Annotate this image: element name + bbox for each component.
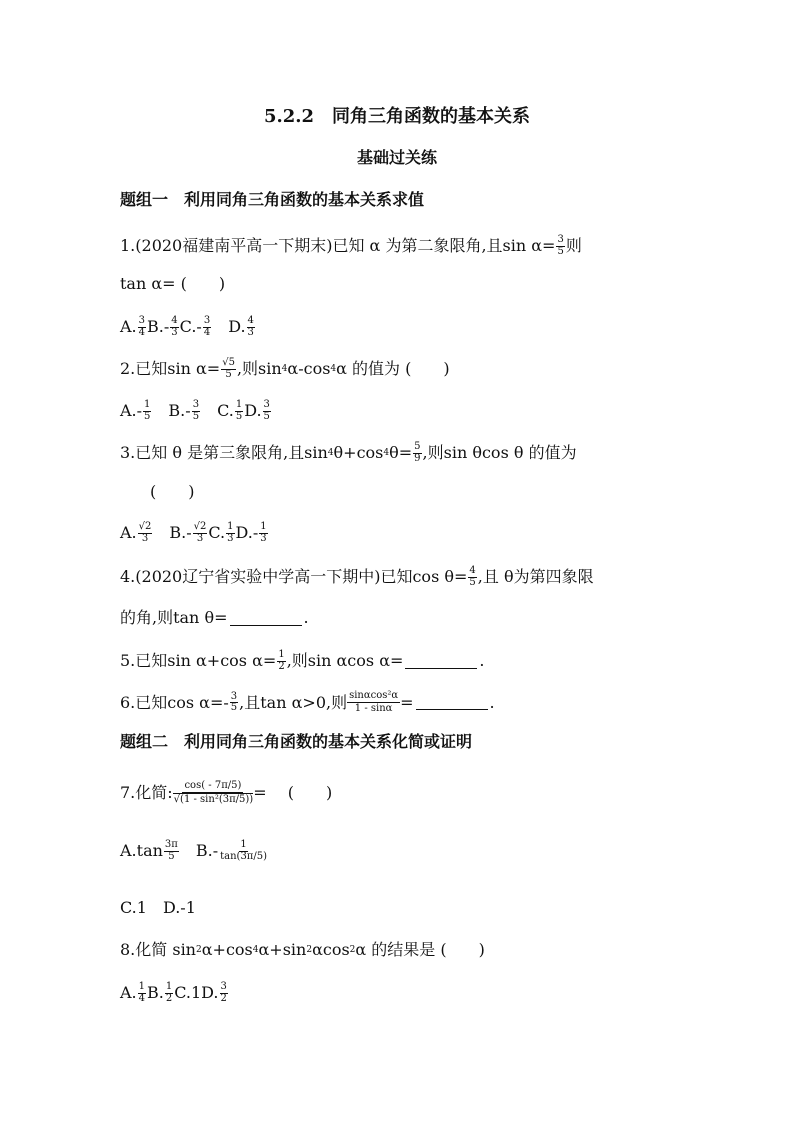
question-6: 6.已知cos α=- $\frac{3}{5}$ ,且tan α>0,则 $\frac{\text{sinαcos²α}}{1 - \sin\alpha}$ = . [120,690,495,714]
question-7-options-cd: C.1 D.-1 [120,898,196,917]
question-2: 2.已知sin α= $\frac{√5}{5}$ ,则sin 4 α-cos 4 α 的值为 ( ) [120,357,450,380]
fraction: $\frac{3}{5}$ [557,234,564,257]
group-heading-2: 题组二 利用同角三角函数的基本关系化简或证明 [120,732,473,751]
question-8-options: A. $\frac{1}{4}$ B. $\frac{1}{2}$ C.1 D. $\frac{3}{2}$ [120,981,227,1004]
expression-fraction: $\frac{\cos( - 7\pi/5)}{\text{√(1 - sin²(3π/5))}}$ [173,780,254,805]
group-heading-1: 题组一 利用同角三角函数的基本关系求值 [120,190,425,209]
question-4-cont: 的角,则tan θ= . [120,608,309,627]
section-subtitle: 基础过关练 [356,148,437,167]
answer-blank[interactable] [230,611,302,626]
answer-blank[interactable] [416,695,488,710]
question-7: 7.化简: $\frac{\cos( - 7\pi/5)}{\text{√(1 - sin²(3π/5))}}$ = ( ) [120,780,333,805]
expression-fraction: $\frac{\text{sinαcos²α}}{1 - \sin\alpha}$ [349,690,399,714]
question-1: 1.(2020福建南平高一下期末)已知 α 为第二象限角,且sin α= $\frac{3}{5}$ 则 [120,234,582,257]
question-3-cont: ( ) [150,482,195,501]
question-7-options-ab: A.tan $\frac{3\pi}{5}$ B.- $\frac{1}{\tan(3\pi/5)}$ [120,839,268,862]
answer-blank[interactable] [405,654,477,669]
question-2-options: A.- $\frac{1}{5}$ B.- $\frac{3}{5}$ C. $\frac{1}{5}$ D. $\frac{3}{5}$ [120,399,270,422]
page-title: 5.2.2 同角三角函数的基本关系 [263,106,531,127]
question-4: 4.(2020辽宁省实验中学高一下期中)已知cos θ= $\frac{4}{5}$ ,且 θ为第四象限 [120,565,594,588]
question-3: 3.已知 θ 是第三象限角,且sin 4 θ+cos 4 θ= $\frac{5}{9}$ ,则sin θcos θ 的值为 [120,441,577,464]
question-1-options: A. $\frac{3}{4}$ B.- $\frac{4}{3}$ C.- $\frac{3}{4}$ D. $\frac{4}{3}$ [120,315,254,338]
question-8: 8.化简 sin 2 α+cos 4 α+sin 2 αcos 2 α 的结果是 ( ) [120,940,485,959]
question-1-cont: tan α= ( ) [120,274,226,293]
question-5: 5.已知sin α+cos α= $\frac{1}{2}$ ,则sin αcos α= . [120,649,485,672]
question-3-options: A. $\frac{√2}{3}$ B.- $\frac{√2}{3}$ C. $\frac{1}{3}$ D.- $\frac{1}{3}$ [120,521,267,544]
